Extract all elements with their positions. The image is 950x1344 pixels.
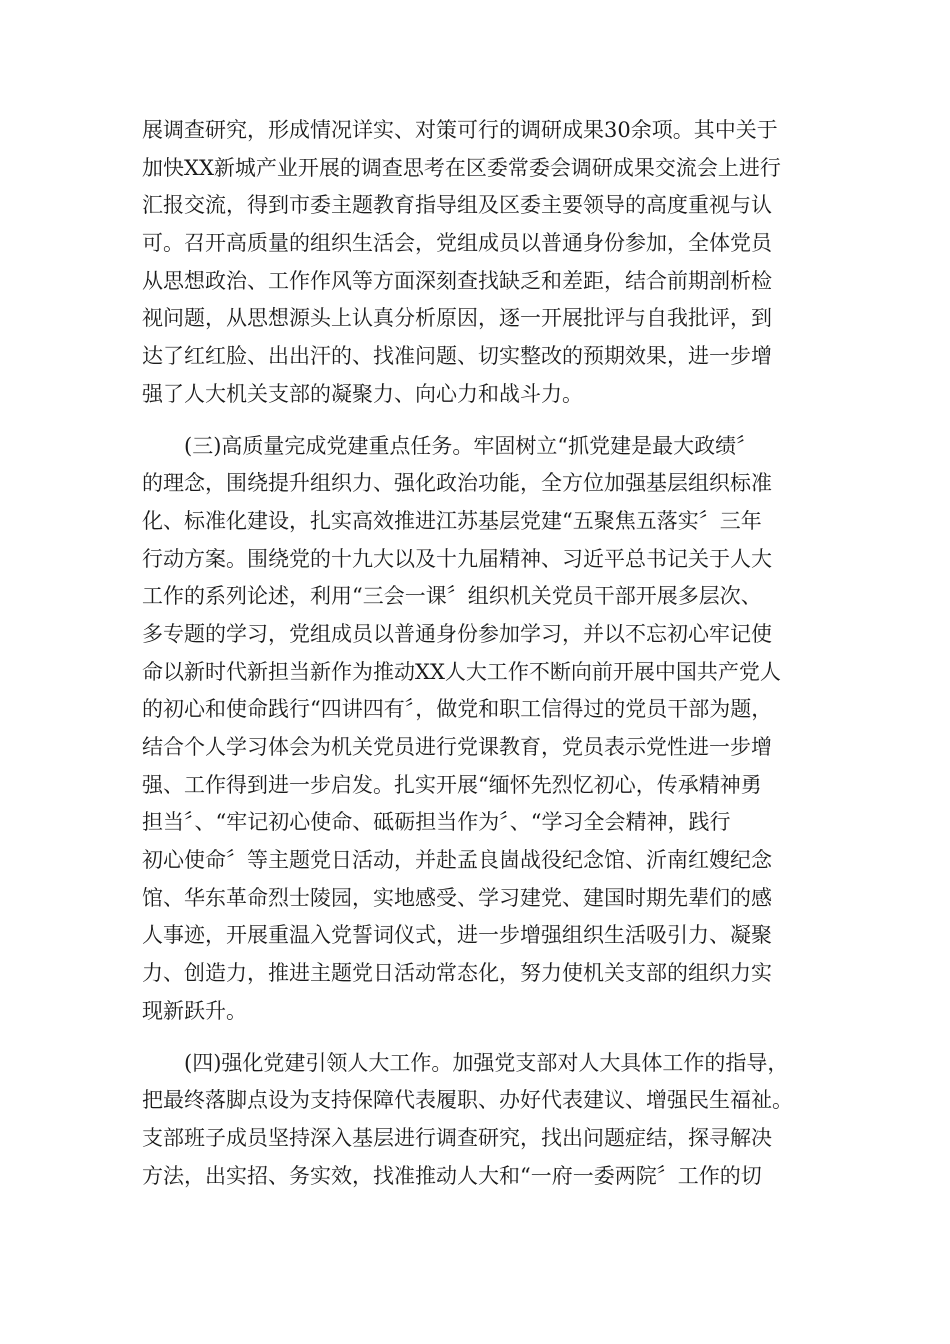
text-line: 现新跃升。 [142, 998, 247, 1023]
text-line: 担当〞、“牢记初心使命、砥砺担当作为〞、“学习全会精神，践行 [142, 810, 731, 835]
text-line: 汇报交流，得到市委主题教育指导组及区委主要领导的高度重视与认 [142, 193, 772, 218]
text-line: 达了红红脸、出出汗的、找准问题、切实整改的预期效果，进一步增 [142, 344, 772, 369]
text-line: 人事迹，开展重温入党誓词仪式，进一步增强组织生活吸引力、凝聚 [142, 923, 772, 948]
text-line: 展调查研究，形成情况详实、对策可行的调研成果30余项。其中关于 [142, 118, 778, 142]
text-line: 结合个人学习体会为机关党员进行党课教育，党员表示党性进一步增 [142, 735, 772, 759]
text-line: 强了人大机关支部的凝聚力、向心力和战斗力。 [142, 381, 583, 406]
text-line: 命以新时代新担当新作为推动XX人大工作不断向前开展中国共产党人 [142, 659, 781, 684]
text-line: 的理念，围绕提升组织力、强化政治功能，全方位加强基层组织标准 [142, 471, 772, 496]
paragraph-section-4 [142, 1045, 814, 1196]
text-line: 强、工作得到进一步启发。扎实开展“缅怀先烈忆初心，传承精神勇 [142, 772, 762, 797]
text-line: 力、创造力，推进主题党日活动常态化，努力使机关支部的组织力实 [142, 961, 772, 986]
paragraph-gap [142, 414, 814, 428]
text-line: 把最终落脚点设为支持保障代表履职、办好代表建议、增强民生福祉。 [142, 1088, 793, 1113]
text-line: 化、标准化建设，扎实高效推进江苏基层党建“五聚焦五落实〞三年 [142, 508, 762, 533]
text-line: 加快XX新城产业开展的调查思考在区委常委会调研成果交流会上进行 [142, 155, 781, 180]
text-line: 行动方案。围绕党的十九大以及十九届精神、习近平总书记关于人大 [142, 546, 772, 571]
paragraph-section-3 [142, 428, 814, 1031]
text-line: 可。召开高质量的组织生活会，党组成员以普通身份参加，全体党员 [142, 231, 772, 256]
text-line: (四)强化党建引领人大工作。加强党支部对人大具体工作的指导， [184, 1050, 789, 1075]
text-line: 工作的系列论述，利用“三会一课〞组织机关党员干部开展多层次、 [142, 584, 762, 609]
text-line: 从思想政治、工作作风等方面深刻查找缺乏和差距，结合前期剖析检 [142, 268, 772, 293]
text-line: 多专题的学习，党组成员以普通身份参加学习，并以不忘初心牢记使 [142, 621, 772, 646]
text-line: 的初心和使命践行“四讲四有〞，做党和职工信得过的党员干部为题， [142, 697, 773, 722]
text-line: 支部班子成员坚持深入基层进行调查研究，找出问题症结，探寻解决 [142, 1125, 772, 1150]
text-line: (三)高质量完成党建重点任务。牢固树立“抓党建是最大政绩〞 [184, 433, 758, 458]
text-line: 视问题，从思想源头上认真分析原因，逐一开展批评与自我批评，到 [142, 306, 772, 331]
text-line: 馆、华东革命烈士陵园，实地感受、学习建党、建国时期先辈们的感 [142, 885, 772, 910]
text-line: 初心使命〞等主题党日活动，并赴孟良崮战役纪念馆、沂南红嫂纪念 [142, 848, 772, 873]
paragraph-gap [142, 1031, 814, 1045]
document-body [142, 112, 814, 1195]
paragraph-continued [142, 112, 814, 414]
text-line: 方法，出实招、务实效，找准推动人大和“一府一委两院〞工作的切 [142, 1163, 762, 1188]
